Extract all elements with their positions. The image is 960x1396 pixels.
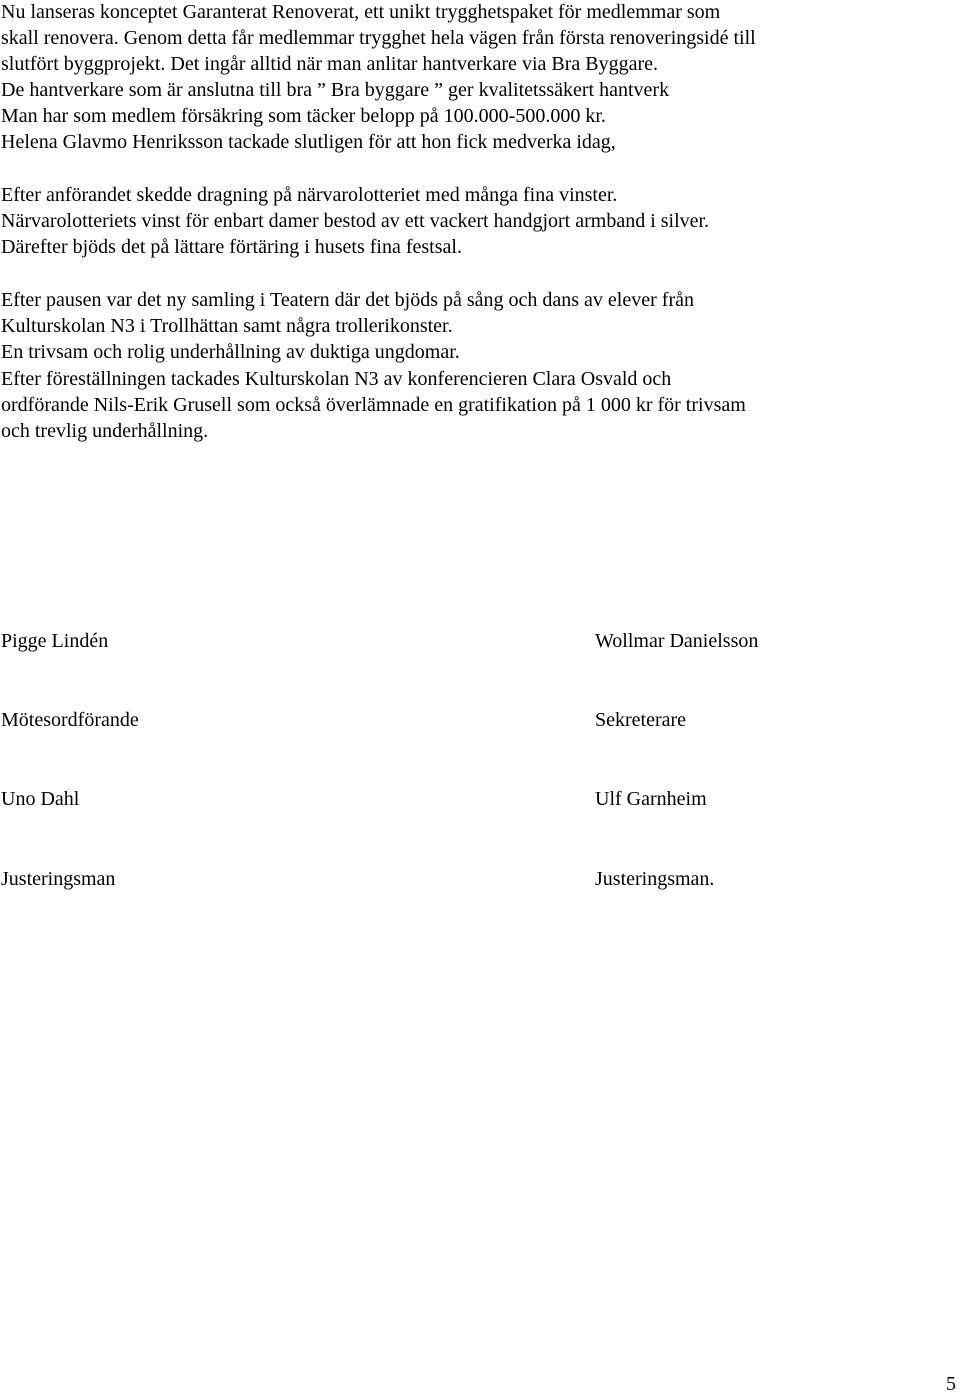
paragraph3-line-5: ordförande Nils-Erik Grusell som också överlämnade en gratifikation på 1 000 kr för trivsam [1, 394, 746, 416]
signature-role-secretary: Sekreterare [595, 709, 687, 731]
paragraph2-line-2: Närvarolotteriets vinst för enbart damer bestod av ett vackert handgjort armband i silver. [1, 210, 710, 232]
paragraph1-line-6: Helena Glavmo Henriksson tackade slutligen för att hon fick medverka idag, [1, 131, 616, 153]
signature-role-adjuster-2: Justeringsman. [595, 868, 715, 890]
page-number: 5 [946, 1373, 956, 1395]
signature-role-adjuster-1: Justeringsman [1, 868, 116, 890]
paragraph1-line-5: Man har som medlem försäkring som täcker belopp på 100.000-500.000 kr. [1, 105, 606, 127]
paragraph3-line-1: Efter pausen var det ny samling i Teatern där det bjöds på sång och dans av elever från [1, 289, 694, 311]
paragraph2-line-3: Därefter bjöds det på lättare förtäring i husets fina festsal. [1, 236, 462, 258]
signature-name-secretary: Wollmar Danielsson [595, 630, 759, 652]
paragraph1-line-3: slutfört byggprojekt. Det ingår alltid när man anlitar hantverkare via Bra Byggare. [1, 53, 659, 75]
signature-role-chair: Mötesordförande [1, 709, 139, 731]
paragraph1-line-4: De hantverkare som är anslutna till bra ” Bra byggare ” ger kvalitetssäkert hantverk [1, 79, 670, 101]
paragraph3-line-4: Efter föreställningen tackades Kulturskolan N3 av konferencieren Clara Osvald och [1, 368, 672, 390]
paragraph1-line-2: skall renovera. Genom detta får medlemmar trygghet hela vägen från första renoveringsidé till [1, 27, 756, 49]
paragraph3-line-3: En trivsam och rolig underhållning av duktiga ungdomar. [1, 341, 460, 363]
signature-name-adjuster-1: Uno Dahl [1, 788, 80, 810]
paragraph2-line-1: Efter anförandet skedde dragning på närvarolotteriet med många fina vinster. [1, 184, 618, 206]
paragraph1-line-1: Nu lanseras konceptet Garanterat Renoverat, ett unikt trygghetspaket för medlemmar som [1, 1, 721, 23]
paragraph3-line-2: Kulturskolan N3 i Trollhättan samt några trollerikonster. [1, 315, 453, 337]
paragraph3-line-6: och trevlig underhållning. [1, 420, 209, 442]
signature-name-chair: Pigge Lindén [1, 630, 109, 652]
signature-name-adjuster-2: Ulf Garnheim [595, 788, 707, 810]
